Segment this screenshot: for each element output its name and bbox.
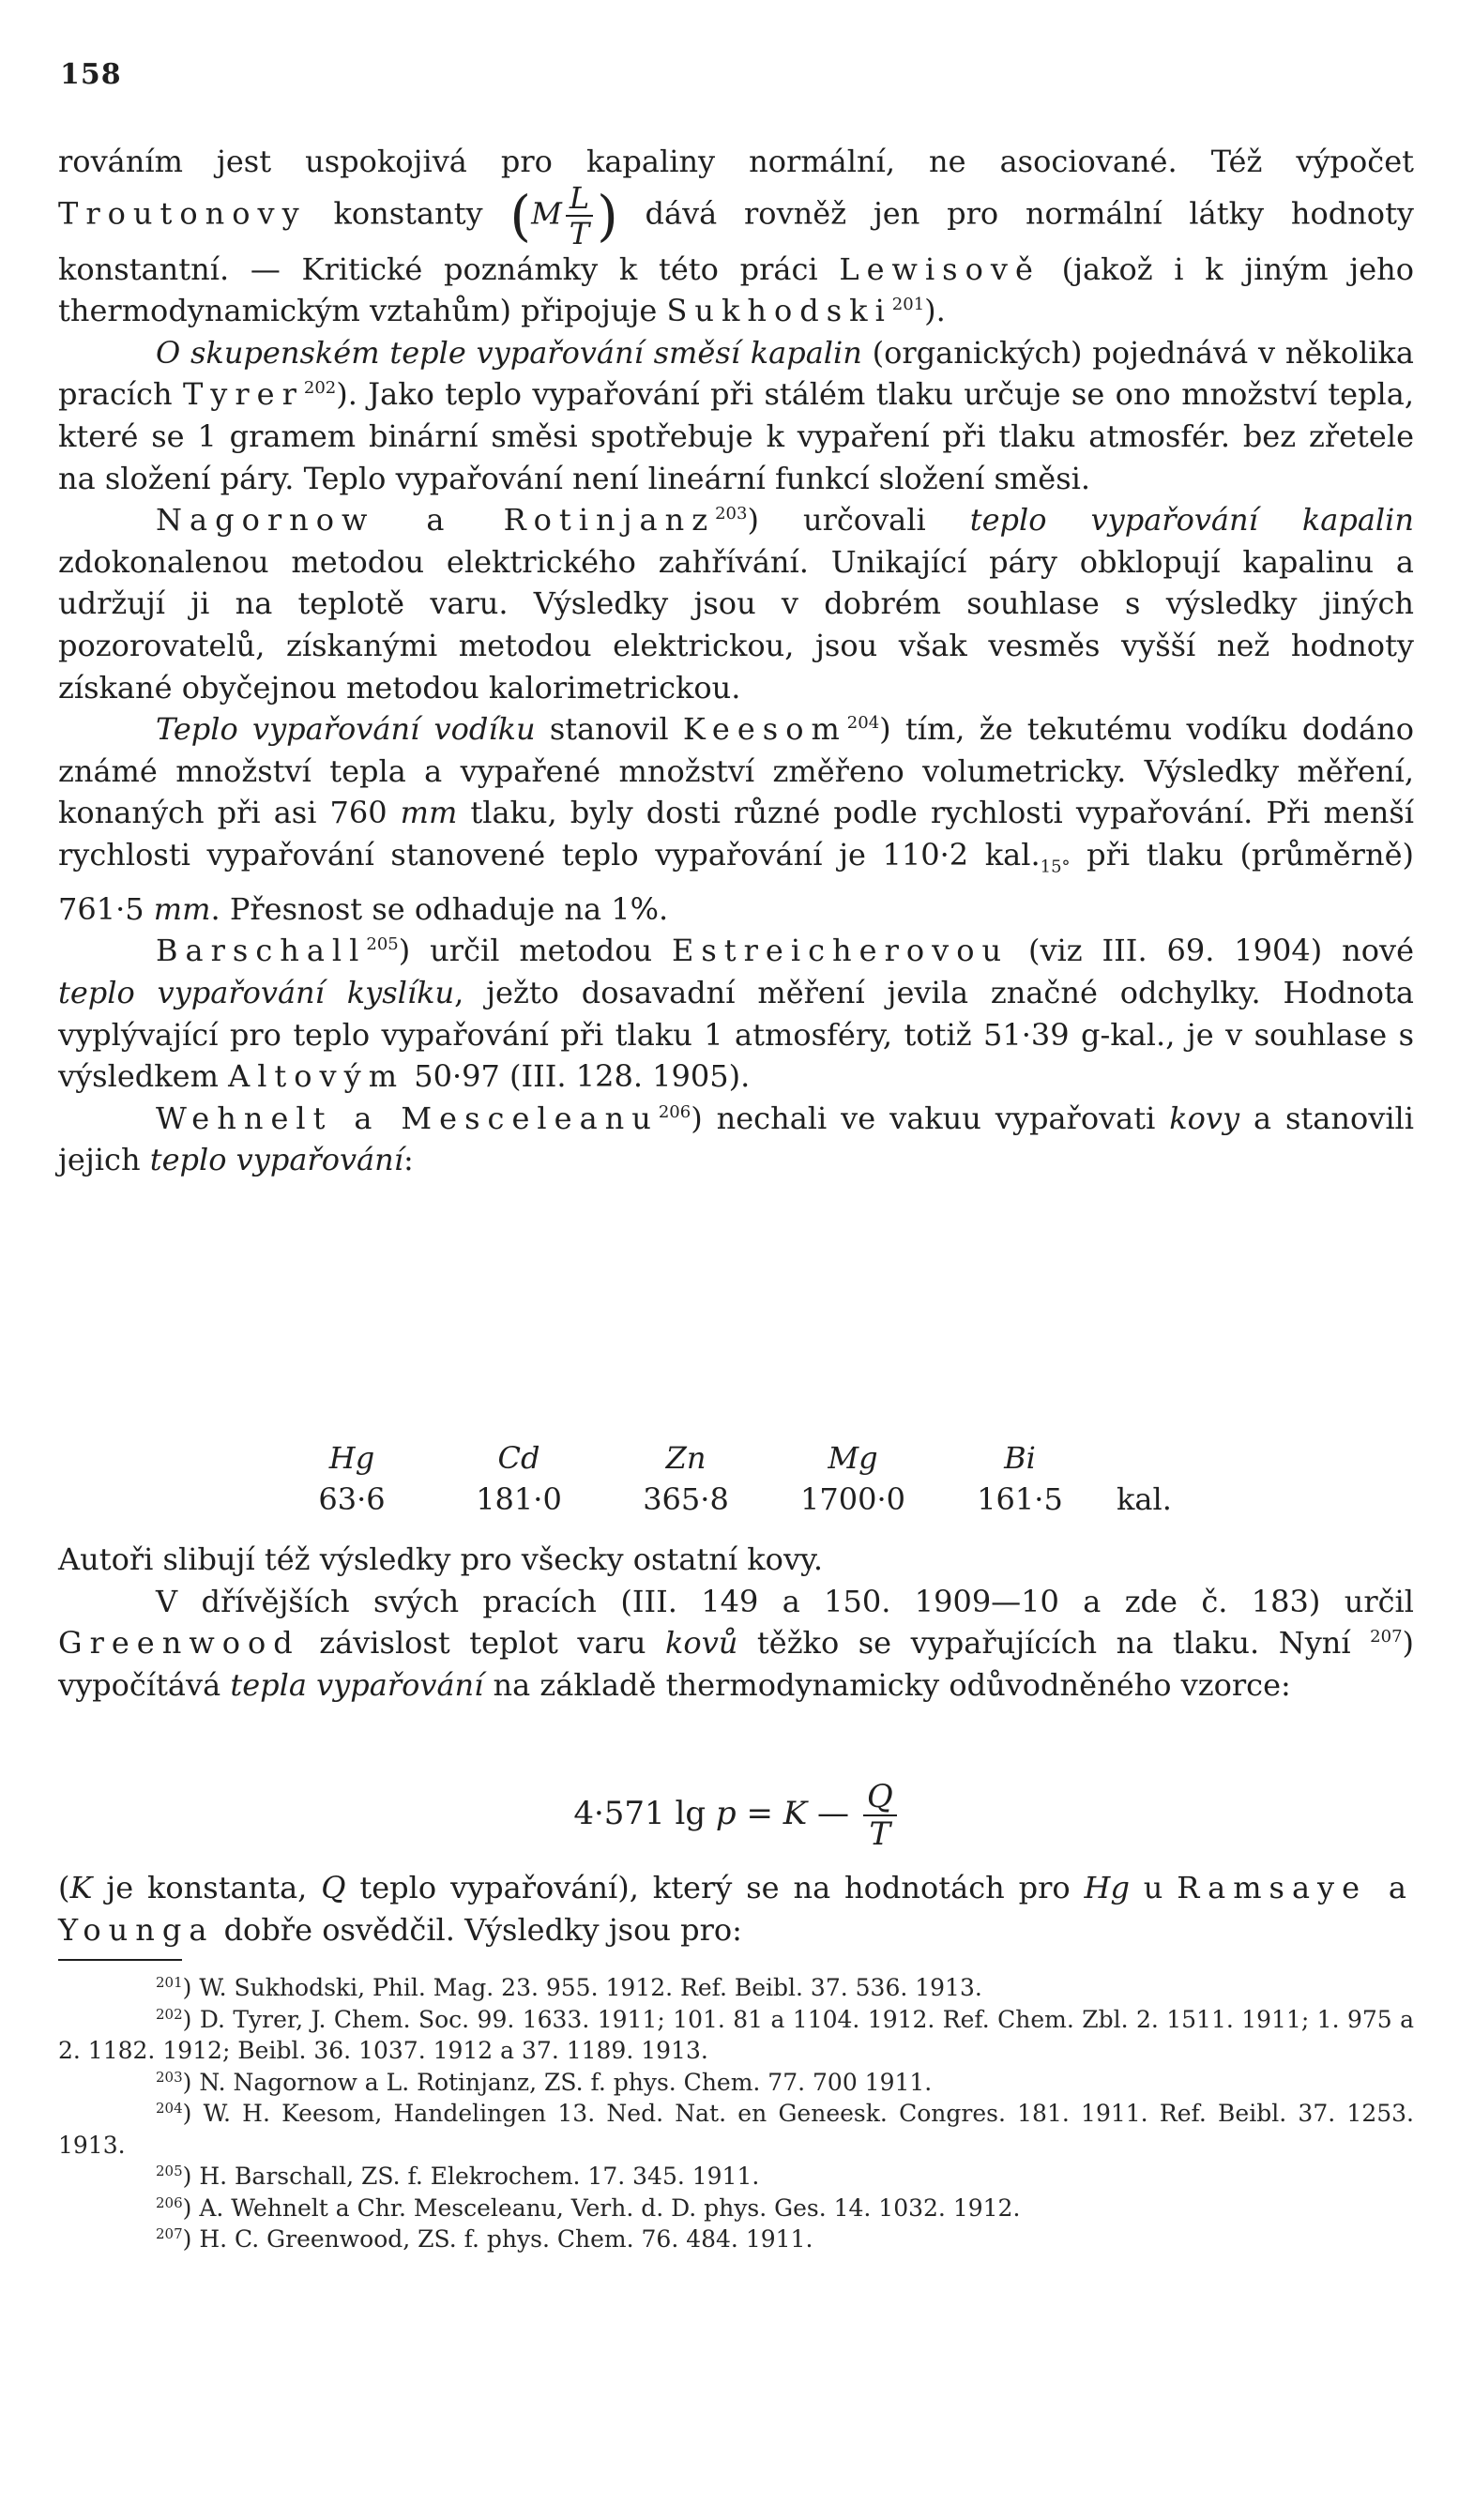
footnote-ref-202: 202 <box>303 378 337 399</box>
unit-mm: mm <box>400 795 458 831</box>
footnote-206 <box>58 2193 1414 2224</box>
topic-kapalin: teplo vypařování kapalin <box>969 502 1415 539</box>
metal-symbol: Hg <box>328 1440 375 1476</box>
text-run: ( <box>58 1870 70 1905</box>
text-run: ) tím, že tekutému vodíku dodáno známé množství tepla a vypařené množství změřeno volumetricky. Výsledky měření, konaných při asi 760 <box>58 711 1415 831</box>
topic-kysliku: teplo vypařování kyslíku <box>58 975 455 1011</box>
body-text-3 <box>58 1867 1414 1951</box>
text-run: teplo vypařování), který se na hodnotách pro <box>345 1870 1085 1905</box>
text-run: zdokonalenou metodou elektrického zahřívání. Unikající páry obklopují kapalinu a udržují ji na teplotě varu. Výsledky jsou v dobrém souhlase s výsledky jiných pozorovatelů, získanými metodou elektrickou, jsou však vesměs vyšší než hodnoty získané obyčejnou metodou kalorimetrickou. <box>58 543 1414 706</box>
footnote-text: ) H. Barschall, ZS. f. Elekrochem. 17. 345. 1911. <box>182 2163 760 2190</box>
footnote-number: 203 <box>156 2068 183 2086</box>
footnote-204 <box>58 2098 1414 2161</box>
equation-minus: — <box>807 1795 859 1832</box>
equation-greenwood <box>0 1778 1474 1853</box>
metals-values-row <box>281 1479 1198 1520</box>
formula-m: M <box>531 195 562 232</box>
paragraph-wehnelt <box>58 1098 1414 1181</box>
paragraph-nagornow <box>58 499 1414 708</box>
paragraph-trouton <box>58 141 1414 332</box>
footnote-number: 207 <box>156 2225 183 2242</box>
page-number: 158 <box>60 58 122 91</box>
text-run: závislost teplot varu <box>299 1625 666 1662</box>
text-run: V dřívějších svých pracích (III. 149 a 150. 1909—10 a zde č. 183) určil <box>156 1583 1414 1619</box>
equation-lhs: 4·571 lg <box>573 1795 716 1832</box>
fraction-numerator: L <box>566 183 593 217</box>
topic-title-smesi: O skupenském teple vypařování směsí kapalin <box>156 334 862 371</box>
footnote-ref-206: 206 <box>658 1101 691 1122</box>
text-run: (organických) pojednává v několika pracích <box>58 334 1415 413</box>
footnote-number: 202 <box>156 2005 183 2023</box>
metal-value: 365·8 <box>643 1481 729 1517</box>
text-run: ) nechali ve vakuu vypařovati <box>691 1100 1170 1136</box>
text-run: a stanovili jejich <box>58 1100 1415 1178</box>
footnote-text: ) W. Sukhodski, Phil. Mag. 23. 955. 1912. Ref. Beibl. 37. 536. 1913. <box>182 1974 982 2001</box>
footnote-text: ) W. H. Keesom, Handelingen 13. Ned. Nat. en Geneesk. Congres. 181. 1911. Ref. Beibl. 37. 1253. 1913. <box>58 2100 1414 2159</box>
footnotes <box>58 1972 1414 2255</box>
text-run: (viz III. 69. 1904) nové <box>1009 933 1415 969</box>
symbol-hg: Hg <box>1084 1870 1130 1905</box>
text-run: a <box>374 502 504 539</box>
author-mesceleanu: Mesceleanu <box>401 1100 659 1136</box>
footnote-ref-203: 203 <box>715 504 748 524</box>
text-run: při tlaku (průměrně) 761·5 <box>58 836 1415 927</box>
author-barschall: Barschall <box>156 933 367 969</box>
text-run: ) určovali <box>747 502 970 539</box>
author-rotinjanz: Rotinjanz <box>503 502 716 539</box>
footnote-text: ) N. Nagornow a L. Rotinjanz, ZS. f. phys. Chem. 77. 700 1911. <box>182 2068 933 2096</box>
author-tyrer: Tyrer <box>182 376 304 413</box>
fraction-denominator: T <box>569 215 590 251</box>
footnote-ref-207: 207 <box>1370 1627 1403 1647</box>
unit-mm: mm <box>153 890 211 927</box>
text-run: . Přesnost se odhaduje na 1%. <box>210 890 669 927</box>
author-troutonovy: Troutonovy <box>58 195 307 232</box>
paragraph-keesom <box>58 708 1414 930</box>
paren-close: ) <box>597 183 618 248</box>
footnote-number: 205 <box>156 2163 183 2179</box>
metal-unit: kal. <box>1117 1481 1172 1517</box>
author-lewisove: Lewisově <box>839 250 1041 287</box>
metal-symbol: Zn <box>665 1440 707 1476</box>
footnote-number: 206 <box>156 2194 183 2211</box>
fraction-numerator: Q <box>863 1781 897 1816</box>
equation-fraction <box>863 1778 897 1853</box>
footnote-207 <box>58 2224 1414 2255</box>
text-run: ) určil metodou <box>398 933 672 969</box>
symbol-k: K <box>69 1870 93 1905</box>
metal-value: 161·5 <box>977 1481 1063 1517</box>
topic-teplo: teplo vypařování <box>149 1142 403 1178</box>
subscript-temp: 15° <box>1040 857 1071 877</box>
author-younga: Younga <box>58 1911 215 1948</box>
text-run: je konstanta, <box>92 1870 322 1905</box>
text-run: (jakož i k jiným jeho thermodynamickým vztahům) připojuje <box>58 250 1415 329</box>
metal-value: 63·6 <box>318 1481 386 1517</box>
author-altovym: Altovým <box>228 1058 405 1095</box>
text-run: těžko se vypařujících na tlaku. Nyní <box>737 1625 1371 1662</box>
metal-symbol: Cd <box>497 1440 540 1476</box>
text-run: stanovil <box>535 711 683 748</box>
metal-symbol: Bi <box>1004 1440 1036 1476</box>
author-wehnelt: Wehnelt <box>156 1100 333 1136</box>
footnote-separator <box>58 1959 182 1961</box>
footnote-ref-204: 204 <box>846 713 880 734</box>
footnote-205 <box>58 2161 1414 2193</box>
text-run: tlaku, byly dosti různé podle rychlosti vypařování. Při menší rychlosti vypařování stanovené teplo vypařování je 110·2 kal. <box>58 795 1415 873</box>
text-run: konstanty <box>306 195 510 232</box>
footnote-number: 201 <box>156 1974 183 1991</box>
text-run: dává rovněž jen pro normální látky hodnoty konstantní. — Kritické poznámky k této práci <box>58 195 1415 287</box>
text-run: dobře osvědčil. Výsledky jsou pro: <box>214 1911 742 1948</box>
paragraph-greenwood <box>58 1581 1414 1707</box>
topic-tepla: tepla vypařování <box>230 1666 484 1703</box>
fraction-denominator: T <box>869 1815 891 1853</box>
footnote-text: ) A. Wehnelt a Chr. Mesceleanu, Verh. d. D. phys. Ges. 14. 1032. 1912. <box>182 2194 1021 2222</box>
footnote-number: 204 <box>156 2100 183 2117</box>
paragraph-autori: Autoři slibují též výsledky pro všecky ostatní kovy. <box>58 1541 824 1577</box>
metal-value: 1700·0 <box>800 1481 905 1517</box>
footnote-ref-205: 205 <box>366 934 399 955</box>
author-ramsaye: Ramsaye <box>1177 1870 1368 1905</box>
text-run: a <box>1367 1870 1414 1905</box>
formula-fraction-l-t <box>566 179 593 251</box>
footnote-text: ) H. C. Greenwood, ZS. f. phys. Chem. 76. 484. 1911. <box>182 2225 813 2253</box>
body-text-2 <box>58 1539 1414 1706</box>
topic-kovu: kovů <box>665 1625 738 1662</box>
author-sukhodski: Sukhodski <box>666 293 892 329</box>
text-run: a <box>332 1100 402 1136</box>
author-keesom: Keesom <box>682 711 847 748</box>
text-run: u <box>1129 1870 1178 1905</box>
text-run: , ježto dosavadní měření jevila značné odchylky. Hodnota vyplývající pro teplo vypařování při tlaku 1 atmosféry, totiž 51·39 g-kal., je v souhlase s výsledkem <box>58 975 1415 1095</box>
text-run: : <box>403 1142 414 1178</box>
metal-symbol: Mg <box>828 1440 878 1476</box>
body-text <box>58 141 1414 1181</box>
text-run: ) vypočítává <box>58 1625 1415 1703</box>
footnote-203 <box>58 2067 1414 2099</box>
paren-open: ( <box>509 183 532 248</box>
footnote-ref-201: 201 <box>891 295 925 315</box>
paragraph-ramsay <box>58 1867 1414 1951</box>
footnote-201 <box>58 1972 1414 2004</box>
topic-title-vodiku: Teplo vypařování vodíku <box>156 711 536 748</box>
metal-value: 181·0 <box>476 1481 562 1517</box>
metals-table <box>281 1437 1198 1520</box>
text-run: rováním jest uspokojivá pro kapaliny normální, ne asociované. Též výpočet <box>58 144 1414 179</box>
paragraph-barschall <box>58 930 1414 1097</box>
text-run: 50·97 (III. 128. 1905). <box>404 1058 751 1095</box>
author-estreicher: Estreicherovou <box>671 933 1010 969</box>
equation-equals: = <box>736 1795 783 1832</box>
topic-kovy: kovy <box>1169 1100 1240 1136</box>
footnote-202 <box>58 2004 1414 2067</box>
text-run: na základě thermodynamicky odůvodněného vzorce: <box>483 1666 1291 1703</box>
text-run: ). <box>924 293 946 329</box>
paragraph-tyrer <box>58 332 1414 499</box>
footnote-text: ) D. Tyrer, J. Chem. Soc. 99. 1633. 1911; 101. 81 a 1104. 1912. Ref. Chem. Zbl. 2. 1511. 1911; 1. 975 a 2. 1182. 1912; Beibl. 36. 1037. 1912 a 37. 1189. 1913. <box>58 2005 1414 2064</box>
author-nagornow: Nagornow <box>156 502 375 539</box>
author-greenwood: Greenwood <box>58 1625 300 1662</box>
equation-p: p <box>715 1795 737 1832</box>
symbol-q: Q <box>321 1870 346 1905</box>
equation-k: K <box>783 1795 808 1832</box>
text-run: ). Jako teplo vypařování při stálém tlaku určuje se ono množství tepla, které se 1 gramem binární směsi spotřebuje k vypaření při tlaku atmosfér. bez zřetele na složení páry. Teplo vypařování není lineární funkcí složení směsi. <box>58 376 1415 496</box>
metals-symbols-row <box>281 1437 1198 1479</box>
